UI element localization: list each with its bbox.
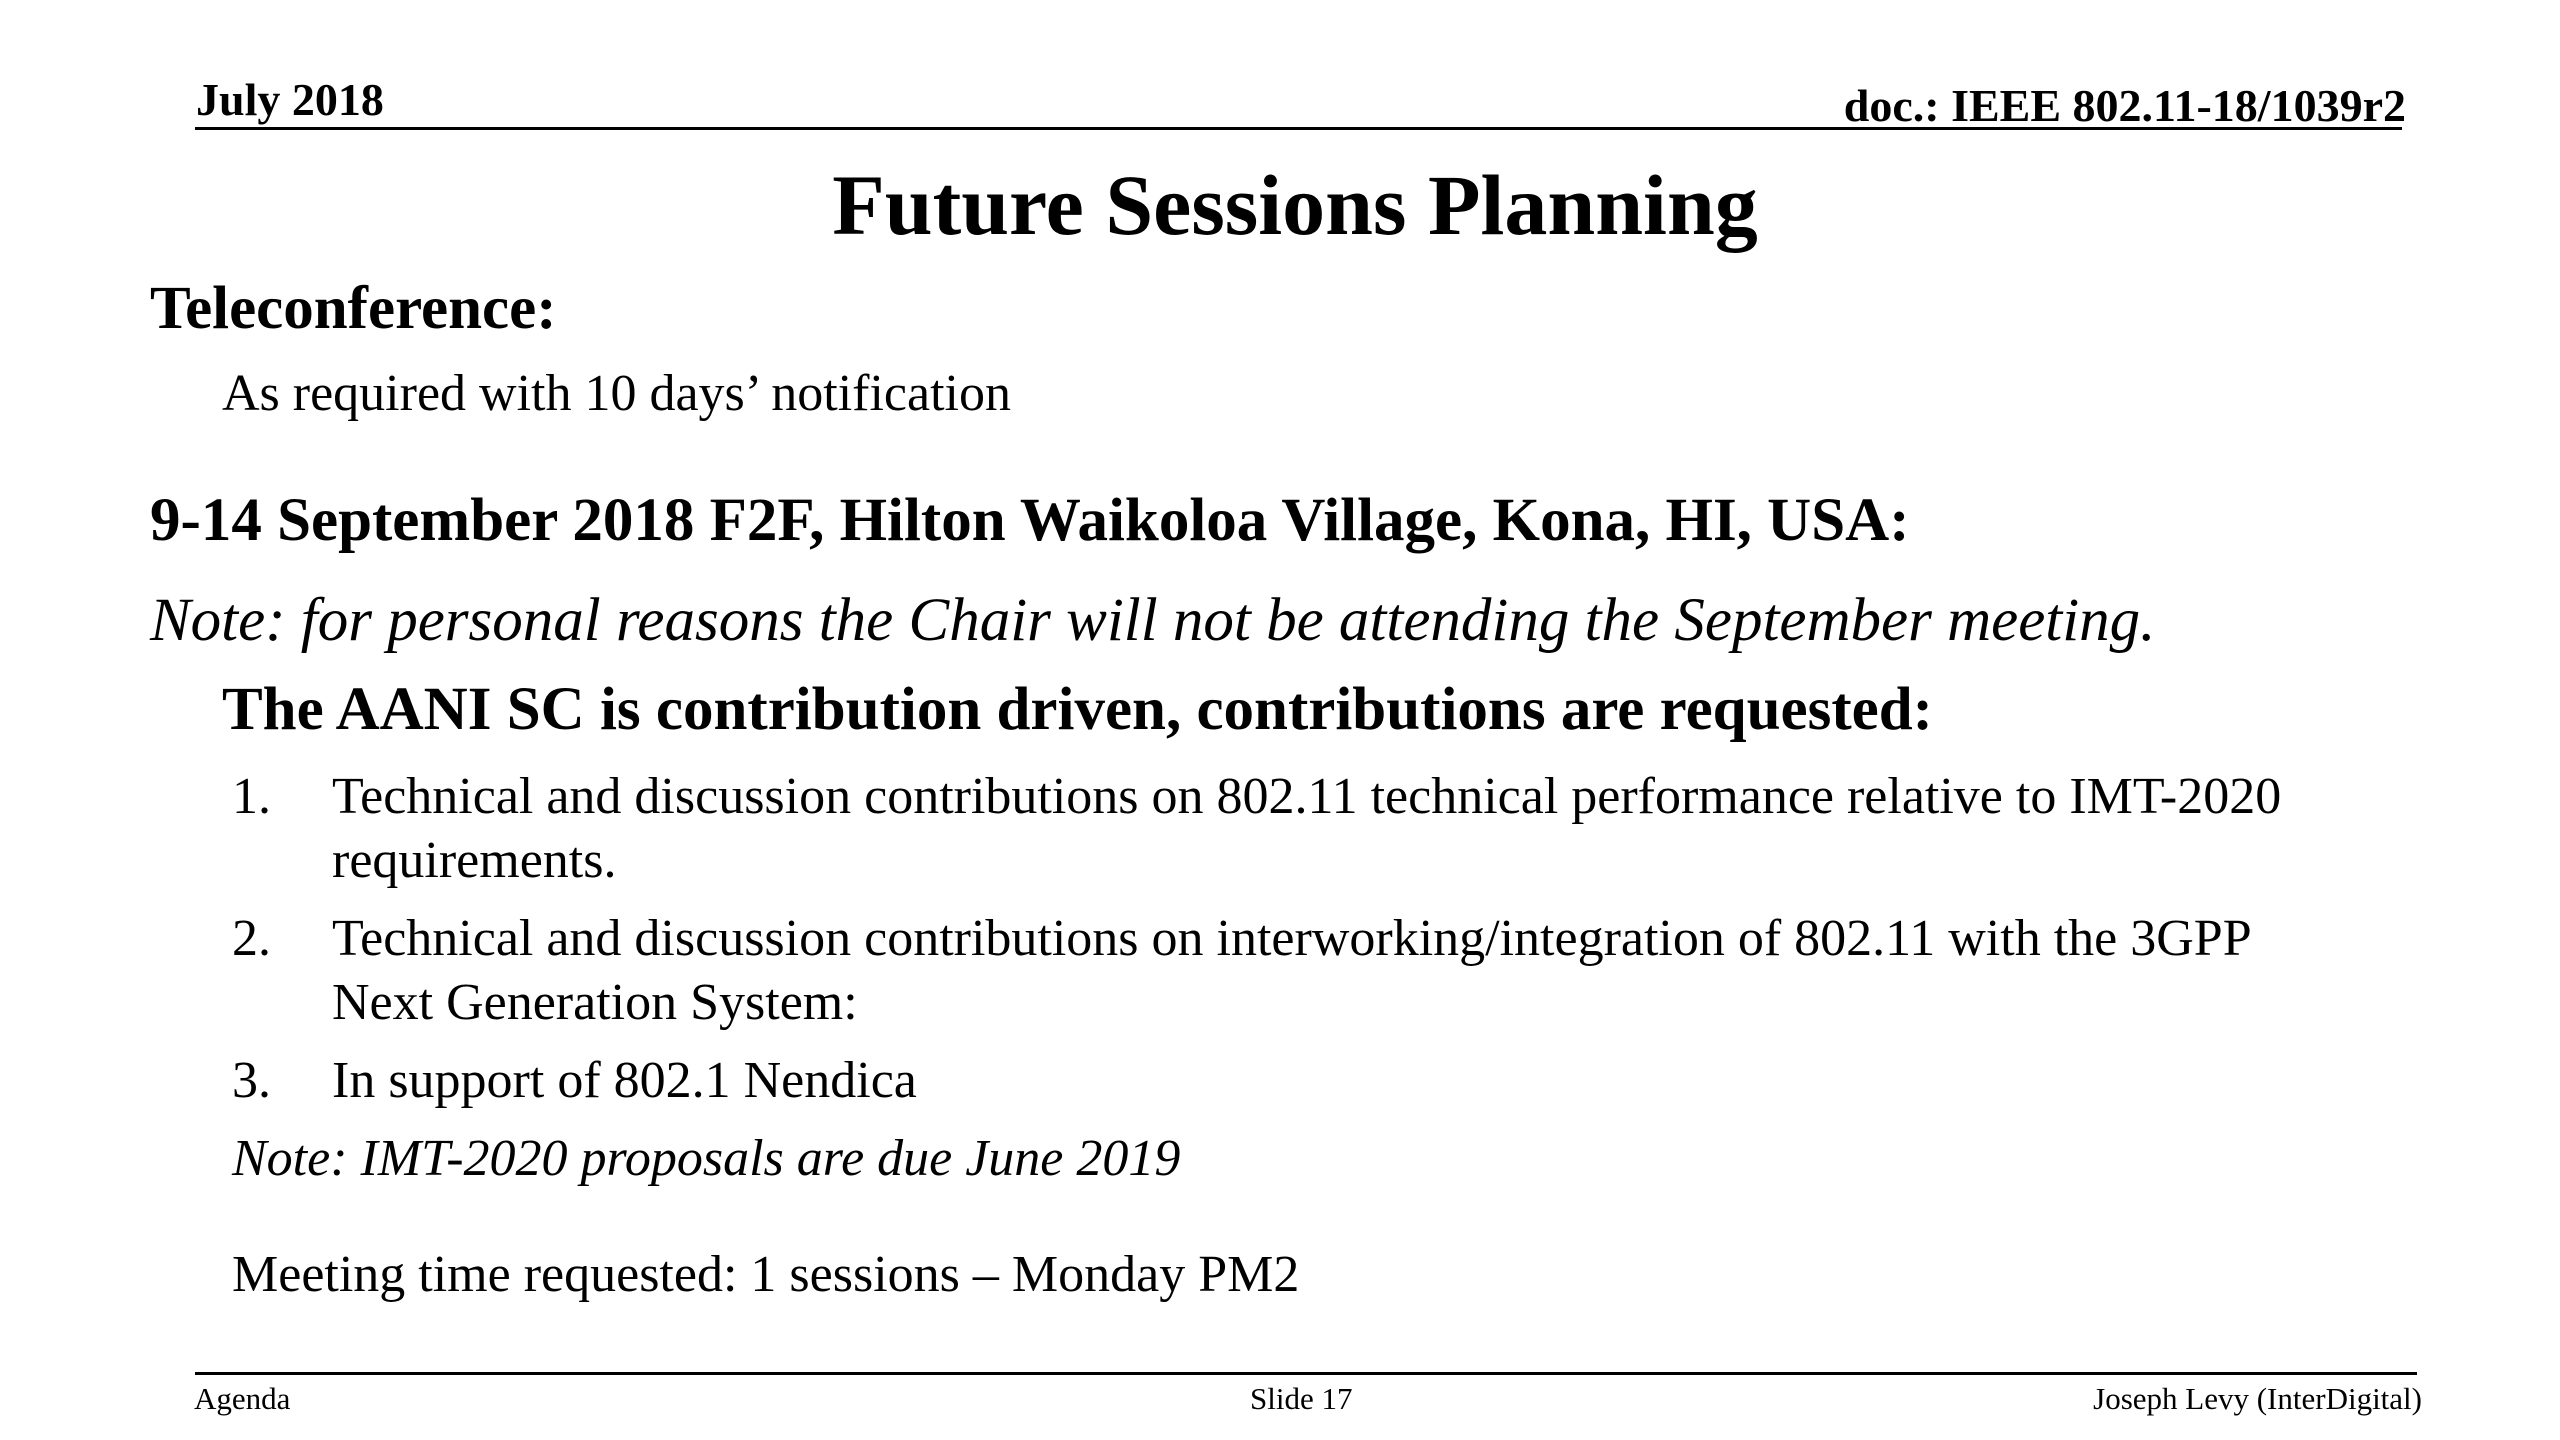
header-doc-id: doc.: IEEE 802.11-18/1039r2 (1843, 80, 2406, 131)
imt-note: Note: IMT-2020 proposals are due June 2019 (232, 1130, 1181, 1187)
chair-note: Note: for personal reasons the Chair will not be attending the September meeting. (150, 587, 2156, 654)
list-item: Technical and discussion contributions on 802.11 technical performance relative to IMT-2020 requirements. (332, 768, 2282, 889)
slide-title: Future Sessions Planning (832, 157, 1758, 253)
teleconference-heading: Teleconference: (150, 275, 557, 342)
list-item: In support of 802.1 Nendica (332, 1052, 917, 1109)
list-item-number: 2. (232, 910, 271, 967)
teleconference-text: As required with 10 days’ notification (222, 365, 1011, 422)
footer-slide-number: Slide 17 (1250, 1381, 1353, 1416)
list-item: Technical and discussion contributions on interworking/integration of 802.11 with the 3GPP Next Generation System: (332, 910, 2250, 1031)
footer-author: Joseph Levy (InterDigital) (2093, 1381, 2422, 1416)
header-divider (195, 127, 2402, 130)
header-date: July 2018 (196, 74, 384, 125)
meeting-time-requested: Meeting time requested: 1 sessions – Monday PM2 (232, 1246, 1300, 1303)
september-session-heading: 9-14 September 2018 F2F, Hilton Waikoloa Village, Kona, HI, USA: (150, 487, 1910, 554)
list-item-number: 3. (232, 1052, 271, 1109)
footer-section: Agenda (194, 1381, 291, 1416)
list-item-number: 1. (232, 768, 271, 825)
footer-divider (195, 1372, 2417, 1375)
contributions-heading: The AANI SC is contribution driven, contributions are requested: (222, 676, 1933, 743)
